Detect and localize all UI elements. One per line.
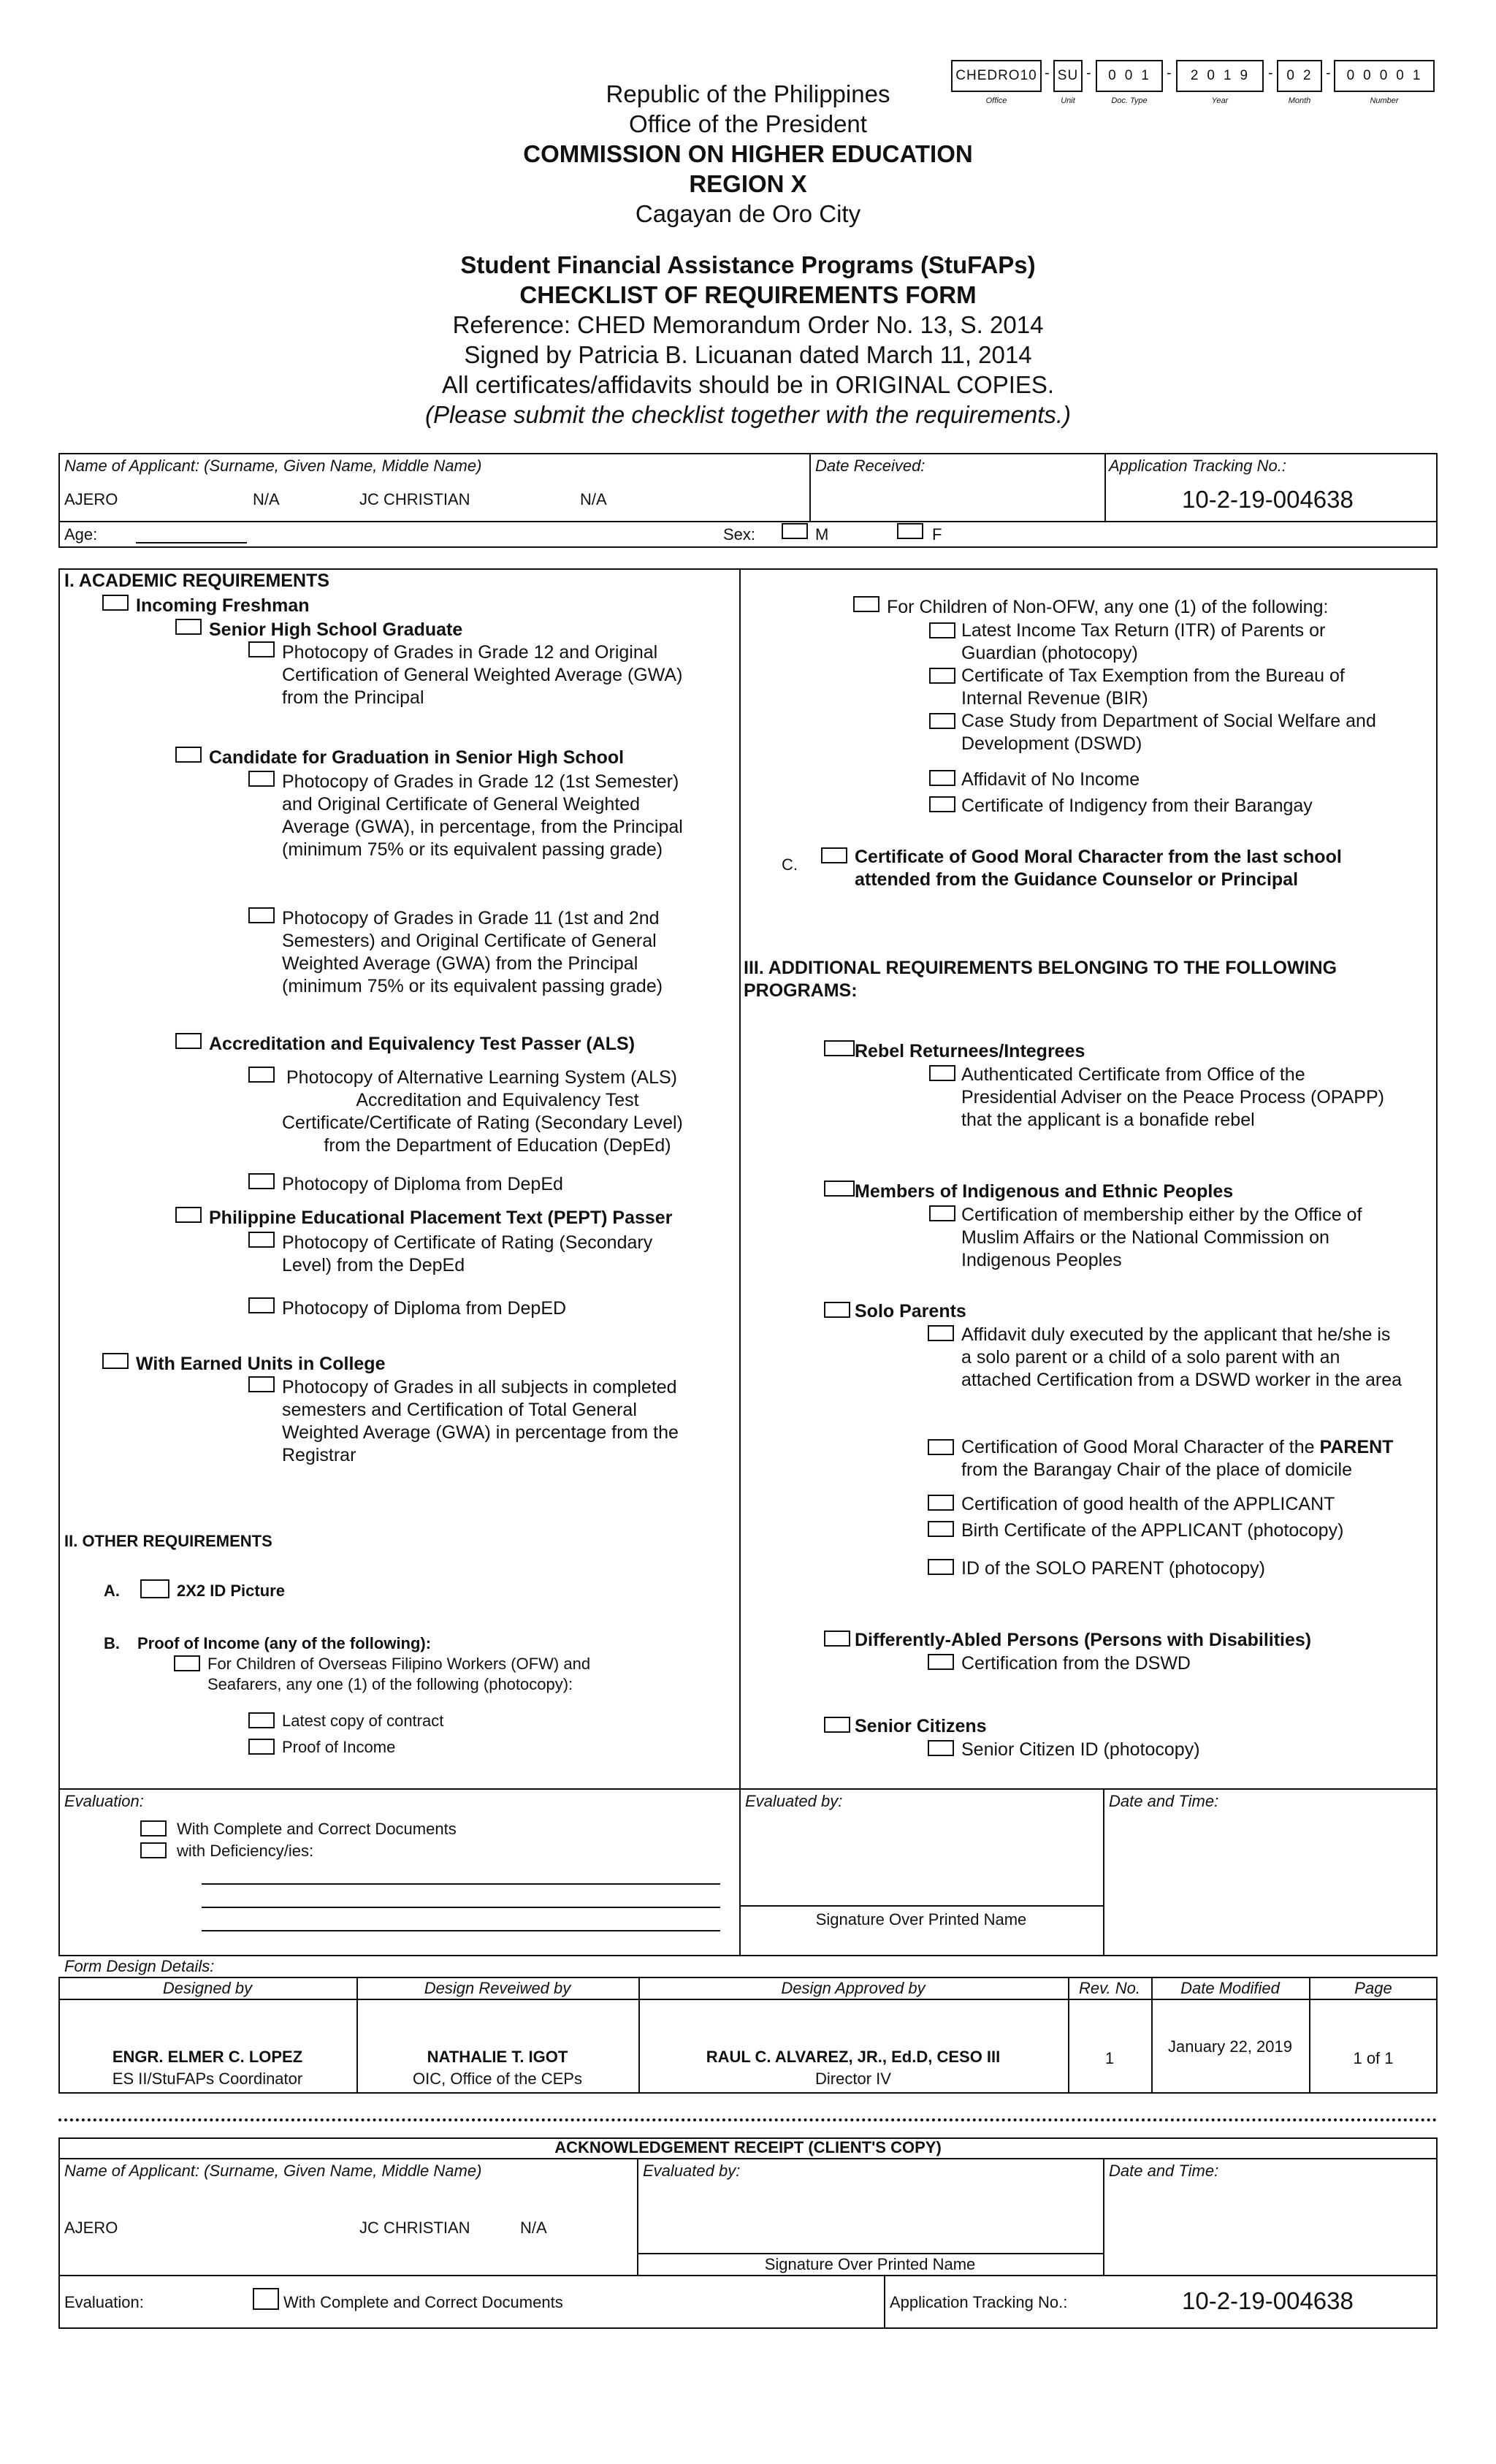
requirements-column-divider	[739, 568, 741, 1956]
solo-moral-line	[961, 1436, 1393, 1458]
contract-label: Latest copy of contract	[282, 1712, 444, 1730]
solo-affidavit-line: a solo parent or a child of a solo parent with an	[961, 1347, 1340, 1368]
candidate-grade12-line: (minimum 75% or its equivalent passing grade)	[282, 839, 663, 860]
tracking-number: 10-2-19-004638	[1182, 486, 1354, 513]
applicant-surname: AJERO	[64, 490, 118, 508]
good-moral-checkbox[interactable]	[821, 847, 847, 863]
receipt-given: JC CHRISTIAN	[359, 2219, 470, 2237]
form-original: All certificates/affidavits should be in ORIGINAL COPIES.	[441, 371, 1055, 398]
membership-checkbox[interactable]	[929, 1205, 955, 1221]
opapp-line: that the applicant is a bonafide rebel	[961, 1110, 1255, 1130]
solo-id-checkbox[interactable]	[928, 1559, 954, 1575]
solo-parent-label: Solo Parents	[855, 1301, 966, 1321]
applicant-vdiv-1	[809, 453, 811, 521]
non-ofw-checkbox[interactable]	[853, 596, 879, 612]
income-checkbox[interactable]	[248, 1739, 275, 1755]
form-signed: Signed by Patricia B. Licuanan dated March 11, 2014	[464, 341, 1032, 368]
code-month: 02	[1277, 60, 1322, 92]
code-label-unit: Unit	[1061, 96, 1075, 105]
rev-number: 1	[1104, 2049, 1115, 2067]
freshman-checkbox[interactable]	[102, 595, 129, 611]
solo-affidavit-line: Affidavit duly executed by the applicant that he/she is	[961, 1324, 1391, 1345]
applicant-given: JC CHRISTIAN	[359, 490, 470, 508]
pept-diploma-checkbox[interactable]	[248, 1297, 275, 1313]
sex-f-label: F	[932, 525, 942, 543]
design-col-date: Date Modified	[1180, 1979, 1280, 1997]
applicant-na-1: N/A	[253, 490, 280, 508]
solo-moral-text: Certification of Good Moral Character of the	[961, 1437, 1320, 1457]
solo-health-checkbox[interactable]	[928, 1495, 954, 1511]
pwd-checkbox[interactable]	[824, 1630, 850, 1647]
name-label: Name of Applicant: (Surname, Given Name, Middle Name)	[64, 457, 482, 475]
code-dash: -	[1167, 65, 1172, 81]
section-additional: PROGRAMS:	[744, 980, 858, 1001]
receipt-tracking-number: 10-2-19-004638	[1182, 2287, 1354, 2314]
receipt-signature-label: Signature Over Printed Name	[764, 2255, 976, 2273]
als-certificate-checkbox[interactable]	[248, 1067, 275, 1083]
no-income-checkbox[interactable]	[929, 770, 955, 786]
candidate-grade11-line: Semesters) and Original Certificate of General	[282, 931, 657, 951]
age-underline	[136, 542, 247, 543]
receipt-evaluated-by: Evaluated by:	[643, 2162, 741, 2180]
date-time-label: Date and Time:	[1109, 1792, 1219, 1810]
indigency-label: Certificate of Indigency from their Barangay	[961, 796, 1313, 816]
section-academic: I. ACADEMIC REQUIREMENTS	[64, 571, 329, 591]
earned-units-label: With Earned Units in College	[136, 1354, 386, 1374]
applicant-na-2: N/A	[580, 490, 607, 508]
evaluation-vdiv	[1103, 1788, 1104, 1956]
receipt-mid-line	[58, 2275, 1438, 2276]
pept-checkbox[interactable]	[175, 1207, 202, 1223]
date-modified: January 22, 2019	[1167, 2037, 1293, 2056]
header-republic: Republic of the Philippines	[606, 80, 890, 107]
receipt-date-time: Date and Time:	[1109, 2162, 1219, 2180]
receipt-surname: AJERO	[64, 2219, 118, 2237]
designer-title: ES II/StuFAPs Coordinator	[112, 2070, 303, 2088]
form-reference: Reference: CHED Memorandum Order No. 13, S. 2014	[452, 311, 1044, 338]
als-label: Accreditation and Equivalency Test Passer (ALS)	[209, 1034, 636, 1054]
item-b-label: B.	[104, 1634, 120, 1652]
receipt-title-line	[58, 2158, 1438, 2159]
code-year: 2019	[1176, 60, 1264, 92]
bir-line: Certificate of Tax Exemption from the Bureau of	[961, 665, 1345, 686]
deficiency-line	[202, 1907, 720, 1908]
date-received-label: Date Received:	[815, 457, 926, 475]
tracking-label: Application Tracking No.:	[1109, 457, 1286, 475]
solo-moral-parent: PARENT	[1319, 1437, 1394, 1457]
applicant-vdiv-2	[1104, 453, 1106, 521]
receipt-vdiv-3	[884, 2275, 885, 2329]
contract-checkbox[interactable]	[248, 1712, 275, 1728]
id-picture-label: 2X2 ID Picture	[177, 1582, 285, 1600]
candidate-grade11-checkbox[interactable]	[248, 907, 275, 923]
solo-parent-checkbox[interactable]	[824, 1302, 850, 1318]
signature-label: Signature Over Printed Name	[815, 1910, 1027, 1929]
als-diploma-checkbox[interactable]	[248, 1173, 275, 1189]
pept-diploma-label: Photocopy of Diploma from DepED	[282, 1298, 567, 1319]
candidate-grade11-line: Weighted Average (GWA) from the Principal	[282, 953, 638, 974]
design-col-designed: Designed by	[162, 1979, 253, 1997]
code-dash: -	[1326, 65, 1331, 81]
candidate-grade11-line: Photocopy of Grades in Grade 11 (1st and 2nd	[282, 908, 660, 928]
rebel-label: Rebel Returnees/Integrees	[855, 1041, 1085, 1061]
cut-line	[58, 2118, 1438, 2121]
ofw-line: For Children of Overseas Filipino Workers (OFW) and	[207, 1655, 591, 1673]
item-a-label: A.	[104, 1582, 120, 1600]
opapp-line: Authenticated Certificate from Office of the	[961, 1064, 1305, 1085]
opapp-line: Presidential Adviser on the Peace Process (OPAPP)	[961, 1087, 1384, 1107]
form-program: Student Financial Assistance Programs (StuFAPs)	[460, 251, 1036, 278]
opapp-checkbox[interactable]	[929, 1065, 955, 1081]
receipt-vdiv-2	[1103, 2158, 1104, 2275]
earned-grades-line: Weighted Average (GWA) in percentage from the	[282, 1422, 679, 1443]
als-certificate-line: Accreditation and Equivalency Test	[356, 1090, 639, 1110]
evaluation-top-line	[58, 1788, 1438, 1790]
ofw-line: Seafarers, any one (1) of the following (photocopy):	[207, 1675, 573, 1693]
dswd-case-line: Case Study from Department of Social Welfare and	[961, 711, 1376, 731]
shs-grad-grades-line: Certification of General Weighted Average (GWA)	[282, 665, 683, 685]
code-label-doc-type: Doc. Type	[1111, 96, 1148, 105]
pwd-label: Differently-Abled Persons (Persons with Disabilities)	[855, 1630, 1312, 1650]
pwd-dswd-label: Certification from the DSWD	[961, 1653, 1191, 1674]
solo-moral-checkbox[interactable]	[928, 1439, 954, 1455]
shs-grad-checkbox[interactable]	[175, 619, 202, 635]
signature-line	[739, 1905, 1103, 1907]
senior-label: Senior Citizens	[855, 1716, 987, 1736]
code-label-number: Number	[1370, 96, 1399, 105]
als-certificate-line: from the Department of Education (DepEd)	[324, 1135, 671, 1156]
designer-name: ENGR. ELMER C. LOPEZ	[112, 2048, 303, 2066]
shs-grad-grades-line: Photocopy of Grades in Grade 12 and Original	[282, 642, 658, 663]
candidate-grade12-line: and Original Certificate of General Weighted	[282, 794, 641, 815]
candidate-grade11-line: (minimum 75% or its equivalent passing grade)	[282, 976, 663, 996]
earned-grades-line: Registrar	[282, 1445, 356, 1465]
indigency-checkbox[interactable]	[929, 796, 955, 812]
code-label-month: Month	[1288, 96, 1311, 105]
receipt-complete-label: With Complete and Correct Documents	[283, 2293, 563, 2311]
eval-complete-label: With Complete and Correct Documents	[177, 1820, 457, 1838]
receipt-title: ACKNOWLEDGEMENT RECEIPT (CLIENT'S COPY)	[554, 2138, 942, 2156]
earned-grades-line: semesters and Certification of Total General	[282, 1400, 637, 1420]
freshman-label: Incoming Freshman	[136, 595, 310, 616]
itr-checkbox[interactable]	[929, 622, 955, 638]
age-label: Age:	[64, 525, 98, 543]
proof-income-label: Proof of Income (any of the following):	[137, 1634, 432, 1652]
section-other: II. OTHER REQUIREMENTS	[64, 1532, 272, 1550]
income-label: Proof of Income	[282, 1738, 396, 1756]
page-number: 1 of 1	[1353, 2049, 1394, 2067]
solo-affidavit-checkbox[interactable]	[928, 1325, 954, 1341]
membership-line: Certification of membership either by the Office of	[961, 1205, 1362, 1225]
pept-rating-line: Photocopy of Certificate of Rating (Secondary	[282, 1232, 653, 1253]
membership-line: Indigenous Peoples	[961, 1250, 1122, 1270]
sex-label: Sex:	[723, 525, 756, 543]
code-label-office: Office	[985, 96, 1007, 105]
design-col-reviewed: Design Reveiwed by	[424, 1979, 571, 1997]
design-col-page: Page	[1354, 1979, 1392, 1997]
header-region: REGION X	[689, 170, 807, 197]
code-dash: -	[1086, 65, 1091, 81]
code-number: 00001	[1334, 60, 1435, 92]
code-dash: -	[1268, 65, 1273, 81]
senior-checkbox[interactable]	[824, 1717, 850, 1733]
candidate-label: Candidate for Graduation in Senior High School	[209, 747, 625, 768]
sex-m-label: M	[815, 525, 829, 543]
pept-rating-line: Level) from the DepEd	[282, 1255, 465, 1275]
solo-birth-cert-label: Birth Certificate of the APPLICANT (photocopy)	[961, 1520, 1344, 1541]
candidate-grade12-line: Photocopy of Grades in Grade 12 (1st Semester)	[282, 771, 679, 792]
dswd-case-checkbox[interactable]	[929, 713, 955, 729]
solo-id-label: ID of the SOLO PARENT (photocopy)	[961, 1558, 1265, 1579]
earned-grades-checkbox[interactable]	[248, 1376, 275, 1392]
sex-m-checkbox[interactable]	[782, 523, 808, 539]
header-city: Cagayan de Oro City	[635, 200, 861, 227]
non-ofw-label: For Children of Non-OFW, any one (1) of the following:	[887, 597, 1329, 617]
senior-id-checkbox[interactable]	[928, 1740, 954, 1756]
reviewer-title: OIC, Office of the CEPs	[413, 2070, 582, 2088]
als-certificate-line: Certificate/Certificate of Rating (Secondary Level)	[282, 1113, 683, 1133]
als-checkbox[interactable]	[175, 1033, 202, 1049]
solo-moral-line-2: from the Barangay Chair of the place of domicile	[961, 1460, 1352, 1480]
design-header-line	[58, 1999, 1438, 2000]
form-title: CHECKLIST OF REQUIREMENTS FORM	[519, 281, 977, 308]
receipt-tracking-label: Application Tracking No.:	[890, 2293, 1068, 2311]
pept-label: Philippine Educational Placement Text (PEPT) Passer	[209, 1208, 673, 1228]
senior-id-label: Senior Citizen ID (photocopy)	[961, 1739, 1200, 1760]
design-col-rev: Rev. No.	[1079, 1979, 1140, 1997]
approver-title: Director IV	[815, 2070, 891, 2088]
eval-complete-checkbox[interactable]	[140, 1820, 167, 1836]
membership-line: Muslim Affairs or the National Commission on	[961, 1227, 1329, 1248]
code-unit: SU	[1053, 60, 1083, 92]
shs-grad-label: Senior High School Graduate	[209, 619, 463, 640]
itr-line: Latest Income Tax Return (ITR) of Parents or	[961, 620, 1326, 641]
receipt-evaluation-label: Evaluation:	[64, 2293, 144, 2311]
good-moral-line: attended from the Guidance Counselor or Principal	[855, 869, 1299, 890]
solo-affidavit-line: attached Certification from a DSWD worker in the area	[961, 1370, 1402, 1390]
design-col-approved: Design Approved by	[781, 1979, 926, 1997]
pwd-dswd-checkbox[interactable]	[928, 1654, 954, 1670]
indigenous-checkbox[interactable]	[824, 1180, 855, 1197]
pept-rating-checkbox[interactable]	[248, 1232, 275, 1248]
code-label-year: Year	[1211, 96, 1229, 105]
code-office: CHEDRO10	[951, 60, 1042, 92]
no-income-label: Affidavit of No Income	[961, 769, 1140, 790]
candidate-checkbox[interactable]	[175, 747, 202, 763]
sex-f-checkbox[interactable]	[897, 523, 923, 539]
rebel-checkbox[interactable]	[824, 1040, 855, 1056]
ofw-checkbox[interactable]	[174, 1655, 200, 1671]
itr-line: Guardian (photocopy)	[961, 643, 1138, 663]
indigenous-label: Members of Indigenous and Ethnic Peoples	[855, 1181, 1234, 1202]
form-instructions: (Please submit the checklist together with the requirements.)	[424, 401, 1072, 428]
evaluated-by-label: Evaluated by:	[745, 1792, 843, 1810]
id-picture-checkbox[interactable]	[140, 1579, 169, 1598]
eval-deficiency-checkbox[interactable]	[140, 1842, 167, 1858]
earned-grades-line: Photocopy of Grades in all subjects in completed	[282, 1377, 677, 1397]
eval-deficiency-label: with Deficiency/ies:	[177, 1842, 314, 1860]
deficiency-line	[202, 1930, 720, 1931]
good-moral-line: Certificate of Good Moral Character from the last school	[855, 847, 1342, 867]
deficiency-line	[202, 1883, 720, 1885]
als-certificate-line: Photocopy of Alternative Learning System (ALS)	[286, 1067, 678, 1088]
evaluation-label: Evaluation:	[64, 1792, 144, 1810]
bir-checkbox[interactable]	[929, 668, 955, 684]
design-details-label: Form Design Details:	[64, 1957, 215, 1975]
receipt-complete-checkbox[interactable]	[253, 2288, 279, 2310]
header-office: Office of the President	[629, 110, 867, 137]
section-additional: III. ADDITIONAL REQUIREMENTS BELONGING TO THE FOLLOWING	[744, 958, 1337, 978]
shs-grad-grades-line: from the Principal	[282, 687, 424, 708]
earned-units-checkbox[interactable]	[102, 1353, 129, 1369]
header-commission: COMMISSION ON HIGHER EDUCATION	[523, 140, 973, 167]
approver-name: RAUL C. ALVAREZ, JR., Ed.D, CESO III	[706, 2048, 1001, 2066]
candidate-grade12-line: Average (GWA), in percentage, from the Principal	[282, 817, 683, 837]
reviewer-name: NATHALIE T. IGOT	[427, 2048, 568, 2066]
bir-line: Internal Revenue (BIR)	[961, 688, 1148, 709]
receipt-name-label: Name of Applicant: (Surname, Given Name, Middle Name)	[64, 2162, 482, 2180]
solo-health-label: Certification of good health of the APPLICANT	[961, 1494, 1335, 1514]
receipt-na: N/A	[520, 2219, 547, 2237]
candidate-grade12-checkbox[interactable]	[248, 771, 275, 787]
dswd-case-line: Development (DSWD)	[961, 733, 1142, 754]
code-doc-type: 001	[1096, 60, 1163, 92]
code-dash: -	[1045, 65, 1050, 81]
item-c-label: C.	[782, 855, 798, 874]
applicant-divider	[58, 521, 1438, 522]
solo-birth-cert-checkbox[interactable]	[928, 1521, 954, 1537]
shs-grad-grades-checkbox[interactable]	[248, 641, 275, 657]
als-diploma-label: Photocopy of Diploma from DepEd	[282, 1174, 563, 1194]
